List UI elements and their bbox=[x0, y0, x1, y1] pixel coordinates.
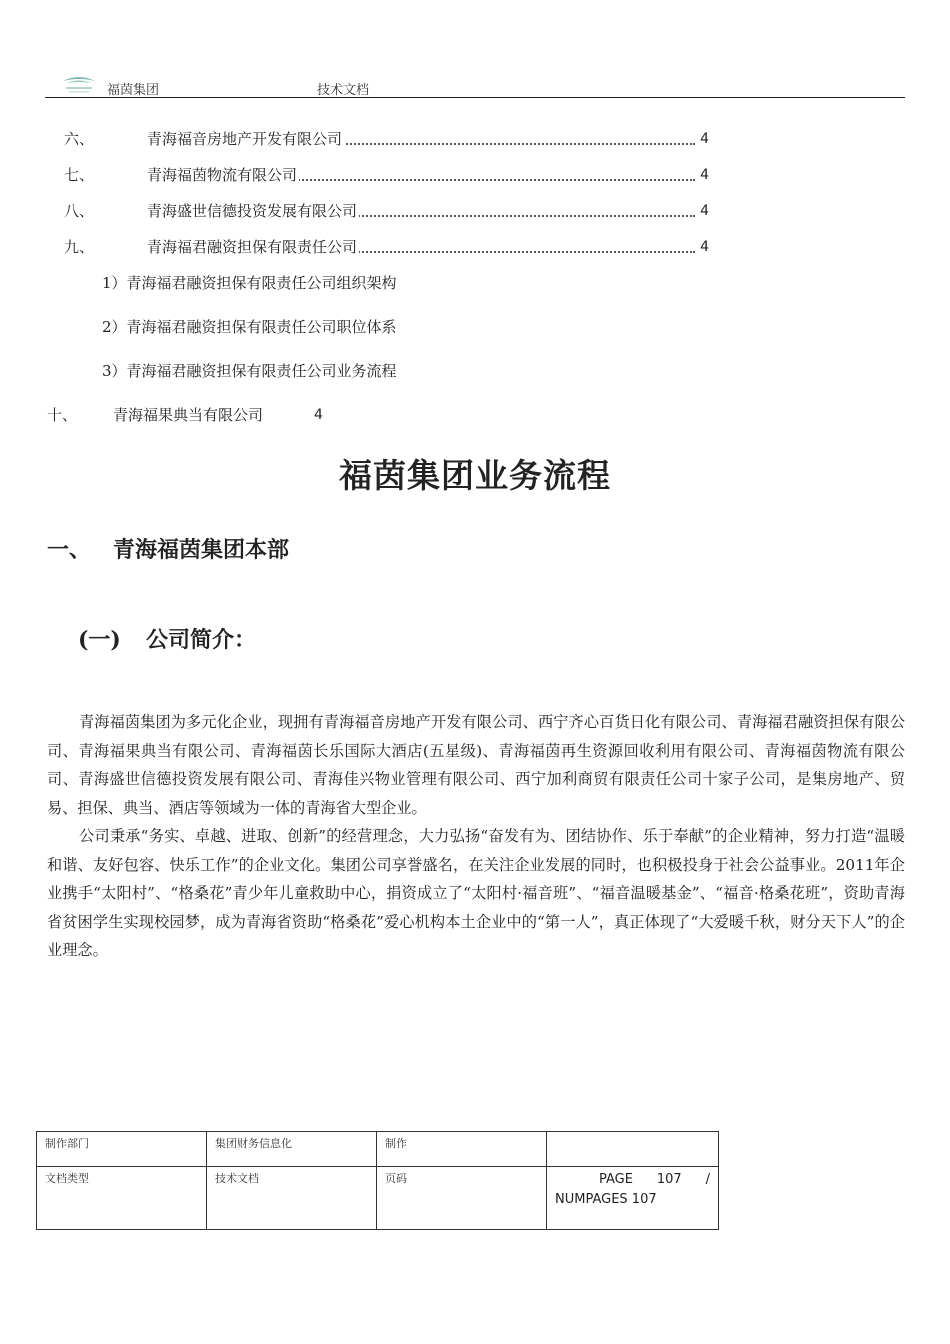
toc-entry-title: 青海福果典当有限公司 bbox=[113, 406, 264, 424]
subsection-heading bbox=[78, 623, 378, 657]
footer-value-maker bbox=[547, 1132, 719, 1167]
toc-entry-title: 青海盛世信德投资发展有限公司 bbox=[147, 202, 358, 220]
footer-page-number bbox=[547, 1167, 719, 1230]
toc-entry-number: 六、 bbox=[64, 130, 95, 148]
footer-info-table bbox=[36, 1131, 719, 1230]
toc-entry-page: 4 bbox=[700, 167, 709, 183]
toc-entry[interactable] bbox=[64, 200, 709, 222]
subsection-number: (一) bbox=[78, 627, 121, 653]
company-logo-icon bbox=[61, 72, 97, 94]
footer-value-dept: 集团财务信息化 bbox=[207, 1132, 377, 1167]
toc-entry[interactable] bbox=[47, 404, 387, 426]
toc-sub-entry[interactable]: 3）青海福君融资担保有限责任公司业务流程 bbox=[102, 362, 397, 380]
header-company-name: 福茵集团 bbox=[107, 83, 160, 98]
header-doc-type: 技术文档 bbox=[317, 83, 370, 98]
page-field: PAGE 107 / bbox=[599, 1172, 710, 1187]
document-title: 福茵集团业务流程 bbox=[339, 456, 611, 495]
toc-entry[interactable] bbox=[64, 236, 709, 258]
toc-entry-page: 4 bbox=[314, 407, 323, 423]
footer-label-doctype: 文档类型 bbox=[37, 1167, 207, 1230]
numpages-field: NUMPAGES 107 bbox=[555, 1192, 657, 1207]
toc-entry-number: 七、 bbox=[64, 166, 95, 184]
section-number: 一、 bbox=[47, 537, 92, 563]
page-header bbox=[45, 70, 905, 98]
footer-label-maker: 制作 bbox=[377, 1132, 547, 1167]
toc-sub-entry[interactable]: 2）青海福君融资担保有限责任公司职位体系 bbox=[102, 318, 397, 336]
toc-entry-page: 4 bbox=[700, 131, 709, 147]
section-title: 青海福茵集团本部 bbox=[113, 537, 290, 563]
body-paragraph: 公司秉承“务实、卓越、进取、创新”的经营理念，大力弘扬“奋发有为、团结协作、乐于奉献”的企业精神，努力打造“温暖和谐、友好包容、快乐工作”的企业文化。集团公司享誉盛名，在关注企业发展的同时，也积极投身于社会公益事业。2011年企业携手“太阳村”、“格桑花”青少年儿童救助中心，捐资成立了“太阳村·福音班”、“福音温暖基金”、“福音·格桑花班”，资助青海省贫困学生实现校园梦，成为青海省资助“格桑花”爱心机构本土企业中的“第一人”，真正体现了“大爱暖千秋，财分天下人”的企业理念。 bbox=[47, 827, 905, 959]
toc-entry-number: 八、 bbox=[64, 202, 95, 220]
toc-entry[interactable] bbox=[64, 164, 709, 186]
toc-sub-entry[interactable]: 1）青海福君融资担保有限责任公司组织架构 bbox=[102, 274, 397, 292]
toc-entry-page: 4 bbox=[700, 203, 709, 219]
toc-entry[interactable] bbox=[64, 128, 709, 150]
toc-entry-title: 青海福音房地产开发有限公司 bbox=[147, 130, 343, 148]
subsection-title: 公司简介： bbox=[146, 627, 257, 653]
toc-entry-page: 4 bbox=[700, 239, 709, 255]
section-heading bbox=[47, 533, 447, 567]
body-paragraph: 青海福茵集团为多元化企业，现拥有青海福音房地产开发有限公司、西宁齐心百货日化有限公司、青海福君融资担保有限公司、青海福果典当有限公司、青海福茵长乐国际大酒店(五星级)、青海福茵再生资源回收利用有限公司、青海福茵物流有限公司、青海盛世信德投资发展有限公司、青海佳兴物业管理有限公司、西宁加利商贸有限责任公司十家子公司，是集房地产、贸易、担保、典当、酒店等领域为一体的青海省大型企业。 bbox=[47, 713, 905, 817]
toc-entry-title: 青海福茵物流有限公司 bbox=[147, 166, 298, 184]
toc-entry-number: 九、 bbox=[64, 238, 95, 256]
table-row bbox=[37, 1132, 719, 1167]
footer-label-dept: 制作部门 bbox=[37, 1132, 207, 1167]
footer-label-page: 页码 bbox=[377, 1167, 547, 1230]
footer-value-doctype: 技术文档 bbox=[207, 1167, 377, 1230]
toc-entry-number: 十、 bbox=[47, 406, 78, 424]
toc-entry-title: 青海福君融资担保有限责任公司 bbox=[147, 238, 358, 256]
table-row bbox=[37, 1167, 719, 1230]
